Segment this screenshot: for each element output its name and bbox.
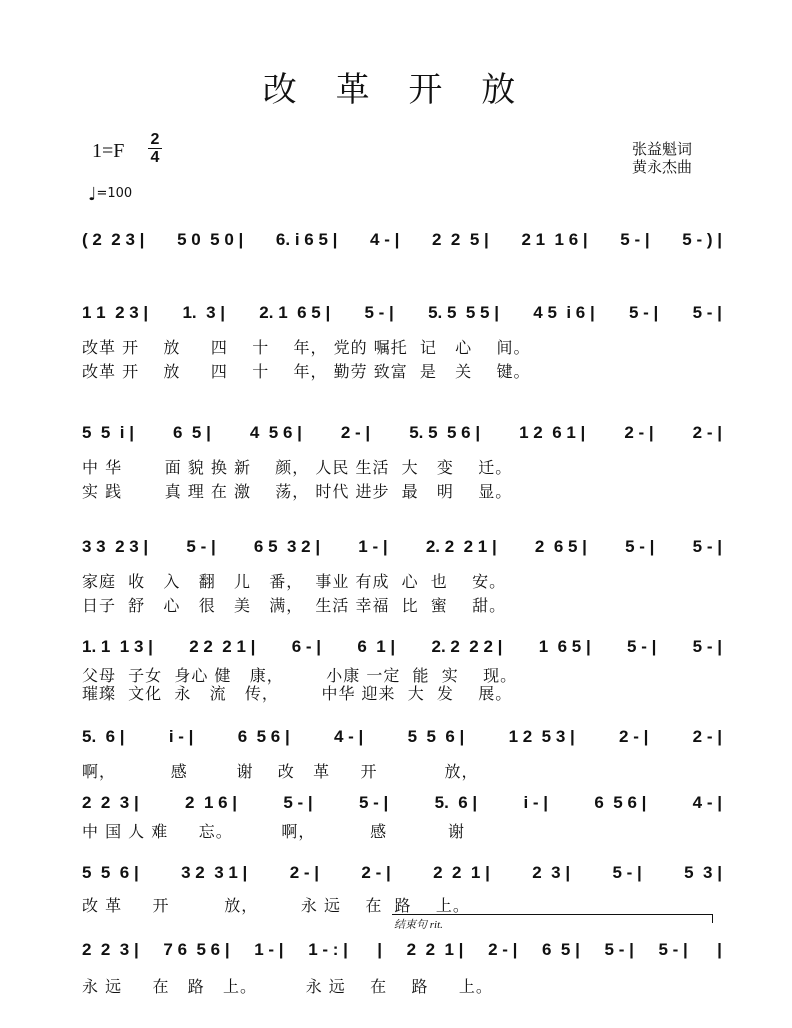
notation-line [82, 423, 722, 443]
measure: 2 3 | [532, 863, 571, 882]
lyric-verse-1: 家庭 收 入 翻 儿 番， 事业 有成 心 也 安。 [82, 572, 507, 591]
measure: 2 - | [361, 863, 391, 882]
measure: 2 1 1 6 | [521, 230, 588, 249]
measure: i - | [523, 793, 549, 812]
measure: 2 - | [624, 423, 654, 442]
measure: 1. 3 | [182, 303, 226, 322]
lyric-verse-1: 中 华 面 貌 换 新 颜， 人民 生活 大 变 迁。 [82, 458, 513, 477]
lyric-verse-2: 实 践 真 理 在 激 荡， 时代 进步 最 明 显。 [82, 482, 513, 501]
measure: 5 - | [627, 637, 657, 656]
measure: 1 - | [254, 940, 284, 959]
measure: 5 5 i | [82, 423, 135, 442]
measure: 7 6 5 6 | [163, 940, 230, 959]
measure: 2 - | [692, 727, 722, 746]
key-signature: 1=F [92, 140, 125, 162]
measure: 2 6 5 | [534, 537, 587, 556]
measure: 6 - | [291, 637, 322, 656]
score-line-8 [82, 863, 722, 951]
measure: 5. 5 5 6 | [409, 423, 481, 442]
ritardando-marking: 结束句 rit. [394, 919, 443, 931]
measure: 1 2 6 1 | [519, 423, 586, 442]
measure: | [372, 940, 383, 959]
measure: 4 - | [370, 230, 400, 249]
time-signature-top: 2 [150, 131, 160, 148]
measure: | [712, 940, 722, 959]
notation-line [82, 303, 722, 323]
measure: 5 - | [186, 537, 216, 556]
lyric-verse-2: 日子 舒 心 很 美 满， 生活 幸福 比 蜜 甜。 [82, 596, 507, 615]
notation-line [82, 863, 722, 883]
time-signature-bottom: 4 [150, 149, 160, 166]
measure: 5 5 6 | [82, 863, 139, 882]
measure: 6 5 6 | [237, 727, 290, 746]
measure: 2 2 3 | [82, 793, 139, 812]
measure: 4 - | [333, 727, 364, 746]
score-line-9 [82, 940, 722, 1028]
lyricist-credit: 张益魁词 [632, 140, 693, 158]
measure: 6 5 | [173, 423, 211, 442]
measure: 5 - | [692, 537, 722, 556]
measure: 1 1 2 3 | [82, 303, 149, 322]
score-line-2 [82, 303, 722, 391]
measure: 5. 5 5 5 | [428, 303, 499, 322]
lyric-verse-1: 父母 子女 身心 健 康， 小康 一定 能 实 现。 [82, 666, 518, 685]
measure: 2 - | [289, 863, 320, 882]
measure: 5 - | [612, 863, 642, 882]
measure: 6 5 6 | [594, 793, 647, 812]
measure: 5 - | [358, 793, 389, 812]
measure: 2. 2 2 1 | [425, 537, 497, 556]
measure: 5 - | [692, 637, 722, 656]
notation-line [82, 793, 722, 813]
measure: 3 2 3 1 | [181, 863, 248, 882]
notation-line [82, 940, 722, 960]
lyric-verse-1: 永 远 在 路 上。 永 远 在 路 上。 [82, 977, 493, 996]
measure: 1. 1 1 3 | [82, 637, 153, 656]
lyric-verse-2: 改革 开 放 四 十 年， 勤劳 致富 是 关 键。 [82, 362, 531, 381]
measure: 5 5 6 | [407, 727, 465, 746]
measure: 5 - ) | [682, 230, 722, 249]
measure: 6 5 | [542, 940, 580, 959]
measure: 2 - | [488, 940, 518, 959]
song-title: 改 革 开 放 [262, 70, 530, 110]
score-line-4 [82, 537, 722, 625]
score-line-3 [82, 423, 722, 511]
measure: 6 5 3 2 | [253, 537, 321, 556]
measure: 3 3 2 3 | [82, 537, 149, 556]
measure: 1 6 5 | [538, 637, 591, 656]
measure: 2 2 3 | [82, 940, 139, 959]
measure: 2 - | [340, 423, 371, 442]
measure: 5 - | [625, 537, 655, 556]
measure: 4 5 i 6 | [533, 303, 595, 322]
measure: 1 - | [358, 537, 388, 556]
lyric-verse-1: 中 国 人 难 忘。 啊， 感 谢 [82, 822, 466, 841]
time-signature [148, 132, 162, 165]
measure: 1 - : | [308, 940, 348, 959]
composer-credit: 黄永杰曲 [632, 158, 693, 176]
tempo-value: =100 [96, 186, 133, 201]
measure: 2. 2 2 2 | [431, 637, 503, 656]
measure: 5 - | [364, 303, 394, 322]
notation-line [82, 537, 722, 557]
measure: 5 - | [692, 303, 722, 322]
measure: 4 - | [692, 793, 722, 812]
lyric-verse-1: 改 革 开 放， 永 远 在 路 上。 [82, 896, 470, 915]
measure: 2 2 1 | [406, 940, 464, 959]
measure: 5 - | [283, 793, 313, 812]
measure: 5 - | [604, 940, 634, 959]
measure: 5 - | [620, 230, 650, 249]
notation-line [82, 727, 722, 747]
lyric-verse-2: 璀璨 文化 永 流 传， 中华 迎来 大 发 展。 [82, 684, 513, 703]
measure: 5 3 | [684, 863, 722, 882]
quarter-note-icon: ♩ [88, 184, 97, 205]
measure: 5. 6 | [82, 727, 125, 746]
measure: 6 1 | [357, 637, 396, 656]
score-line-5 [82, 637, 722, 725]
measure: 2 1 6 | [185, 793, 238, 812]
measure: 2 2 2 1 | [189, 637, 256, 656]
notation-line [82, 637, 722, 657]
measure: ( 2 2 3 | [82, 230, 145, 249]
measure: 5 - | [658, 940, 688, 959]
measure: 6. i 6 5 | [275, 230, 338, 249]
measure: 2. 1 6 5 | [259, 303, 331, 322]
measure: 1 2 5 3 | [508, 727, 575, 746]
measure: 5 - | [629, 303, 659, 322]
measure: 2 2 5 | [432, 230, 489, 249]
measure: i - | [168, 727, 194, 746]
measure: 2 2 1 | [433, 863, 490, 882]
measure: 2 - | [692, 423, 722, 442]
lyric-verse-1: 啊， 感 谢 改 革 开 放， [82, 762, 479, 781]
measure: 5. 6 | [434, 793, 478, 812]
measure: 2 - | [619, 727, 649, 746]
measure: 5 0 5 0 | [177, 230, 244, 249]
notation-line [82, 230, 722, 250]
tempo-marking [88, 184, 132, 205]
lyric-verse-1: 改革 开 放 四 十 年， 党的 嘱托 记 心 间。 [82, 338, 531, 357]
measure: 4 5 6 | [249, 423, 302, 442]
